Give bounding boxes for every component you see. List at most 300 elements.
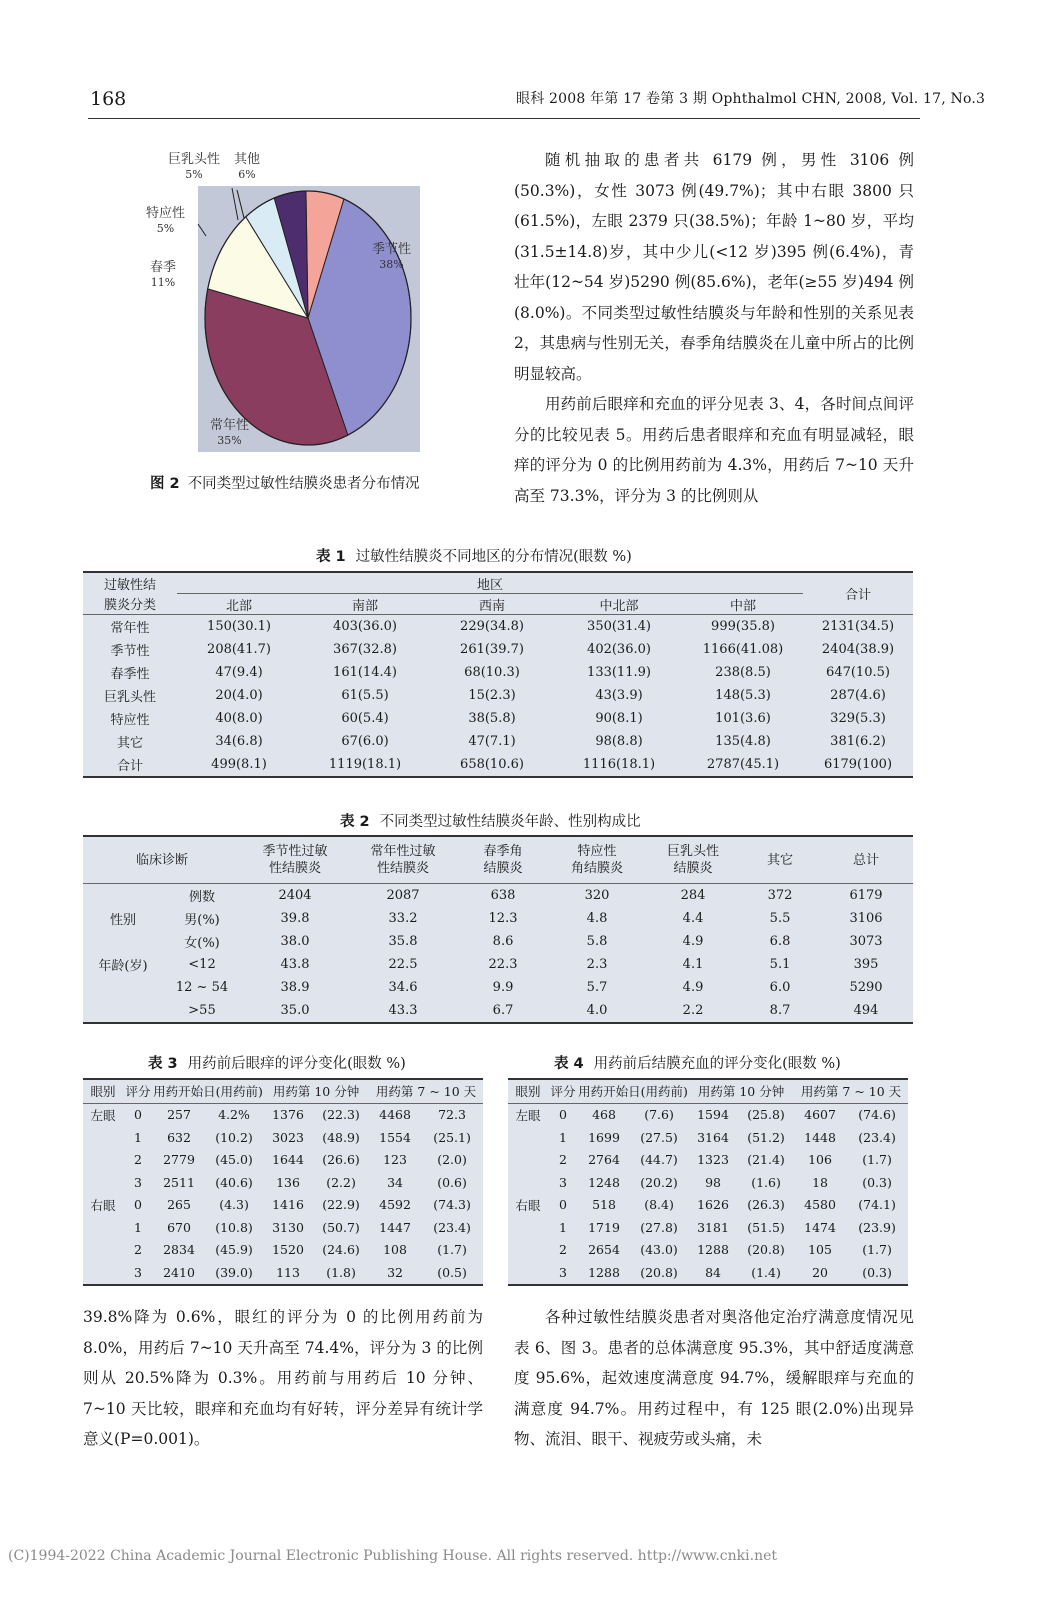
table-cell: 367(32.8)	[333, 642, 397, 657]
table-row	[83, 615, 913, 639]
table-cell: 287(4.6)	[830, 688, 886, 703]
table-cell: 1448	[804, 1129, 836, 1145]
table-1-caption: 表 1 过敏性结膜炎不同地区的分布情况(眼数 %)	[316, 549, 632, 565]
table-cell: (22.9)	[322, 1197, 360, 1213]
table-cell: 90(8.1)	[595, 711, 643, 726]
table-cell: 123	[383, 1152, 407, 1168]
table-row	[83, 953, 913, 976]
table-row	[508, 1194, 908, 1217]
table-cell: 0	[134, 1107, 142, 1123]
table-cell: 98	[705, 1174, 721, 1190]
table-cell: 4580	[804, 1197, 836, 1213]
table-2-head: 总计	[853, 852, 880, 868]
table-cell: 34(6.8)	[215, 734, 263, 749]
row-group	[508, 1216, 548, 1239]
table-cell: 647(10.5)	[826, 665, 890, 680]
table-1-head-first-a: 过敏性结	[103, 577, 156, 593]
table-cell: 0	[134, 1197, 142, 1213]
table-cell: 32	[387, 1264, 403, 1280]
table-cell: 101(3.6)	[715, 711, 771, 726]
table-cell: 2834	[163, 1242, 195, 1258]
table-cell: 1416	[272, 1197, 304, 1213]
table-2-head: 春季角 结膜炎	[483, 844, 523, 876]
figure-2	[140, 148, 480, 478]
table-cell: (8.4)	[644, 1197, 674, 1213]
table-cell: 208(41.7)	[207, 642, 271, 657]
table-3-head: 眼别	[83, 1079, 123, 1103]
table-cell: (26.6)	[322, 1152, 360, 1168]
table-cell: (10.2)	[215, 1129, 253, 1145]
figure-2-caption: 图 2 不同类型过敏性结膜炎患者分布情况	[150, 476, 420, 492]
table-cell: 98(8.8)	[595, 734, 643, 749]
table-cell: (2.0)	[437, 1152, 467, 1168]
table-3-head: 评分	[123, 1079, 153, 1103]
table-cell: 47(9.4)	[215, 665, 263, 680]
table-4-head: 用药开始日(用药前)	[578, 1079, 688, 1103]
table-cell: 1116(18.1)	[582, 757, 656, 772]
row-group	[83, 999, 163, 1023]
table-cell: 35.0	[280, 1003, 310, 1018]
row-group: 右眼	[90, 1197, 116, 1213]
table-1-head-total: 合计	[844, 588, 871, 603]
table-cell: (1.7)	[862, 1152, 892, 1168]
table-cell: 518	[592, 1197, 616, 1213]
row-group	[508, 1149, 548, 1172]
table-cell: (48.9)	[322, 1129, 360, 1145]
table-row	[508, 1103, 908, 1126]
table-cell: (1.4)	[751, 1264, 781, 1280]
table-cell: 20	[812, 1264, 828, 1280]
table-row	[83, 638, 913, 661]
table-1-head-first-b: 膜炎分类	[103, 598, 156, 614]
table-cell: 1119(18.1)	[328, 757, 402, 772]
table-cell: 3073	[849, 934, 883, 949]
table-cell: 35.8	[388, 934, 418, 949]
row-group	[508, 1171, 548, 1194]
table-cell: 403(36.0)	[333, 619, 397, 634]
table-cell: 5.5	[769, 911, 791, 926]
table-2-head: 巨乳头性 结膜炎	[667, 844, 720, 876]
table-cell: 135(4.8)	[715, 734, 771, 749]
table-cell: 372	[767, 888, 793, 903]
table-cell: 0	[559, 1107, 567, 1123]
row-group: 右眼	[515, 1197, 541, 1213]
table-cell: (74.3)	[433, 1197, 471, 1213]
table-cell: 34.6	[388, 980, 418, 995]
table-cell: (23.9)	[858, 1219, 896, 1235]
table-cell: 1474	[804, 1219, 836, 1235]
table-cell: 2779	[163, 1152, 195, 1168]
header-rule	[88, 118, 920, 119]
table-row	[83, 661, 913, 684]
row-group	[83, 930, 163, 953]
row-label: 春季性	[110, 667, 150, 682]
table-cell: 22.5	[388, 957, 418, 972]
row-group: 左眼	[515, 1107, 541, 1123]
table-cell: 136	[276, 1174, 300, 1190]
table-cell: 4607	[804, 1107, 836, 1123]
table-cell: 0	[559, 1197, 567, 1213]
table-cell: 4.1	[682, 957, 704, 972]
table-cell: (1.7)	[437, 1242, 467, 1258]
table-cell: 1554	[379, 1129, 411, 1145]
table-cell: 350(31.4)	[587, 619, 651, 634]
table-cell: (25.8)	[747, 1107, 785, 1123]
table-cell: (25.1)	[433, 1129, 471, 1145]
journal-header: 眼科 2008 年第 17 卷第 3 期 Ophthalmol CHN, 2008, Vol. 17, No.3	[516, 91, 986, 107]
table-2-head: 常年性过敏 性结膜炎	[370, 844, 436, 876]
table-cell: (51.2)	[747, 1129, 785, 1145]
table-cell: 9.9	[492, 980, 514, 995]
table-cell: 61(5.5)	[341, 688, 389, 703]
label-other: 其他 6%	[234, 152, 261, 181]
table-cell: 2087	[386, 888, 420, 903]
table-cell: 4.9	[682, 934, 704, 949]
table-cell: 2787(45.1)	[706, 757, 780, 772]
table-cell: 34	[387, 1174, 403, 1190]
table-cell: 1	[134, 1219, 142, 1235]
table-row	[83, 907, 913, 930]
label-vernal: 春季 11%	[150, 260, 177, 289]
table-cell: 1447	[379, 1219, 411, 1235]
table-cell: 1	[559, 1219, 567, 1235]
table-cell: (0.3)	[862, 1174, 892, 1190]
table-cell: 1	[134, 1129, 142, 1145]
table-2-head-diagnosis: 临床诊断	[136, 852, 189, 868]
table-cell: 5290	[849, 980, 883, 995]
table-cell: 2404	[278, 888, 312, 903]
table-cell: 499(8.1)	[211, 757, 267, 772]
table-3-caption: 表 3 用药前后眼痒的评分变化(眼数 %)	[148, 1056, 406, 1072]
table-cell: 22.3	[488, 957, 518, 972]
row-group	[508, 1261, 548, 1285]
table-4-head: 评分	[548, 1079, 578, 1103]
row-group	[83, 884, 163, 908]
table-cell: 38.0	[280, 934, 310, 949]
table-cell: (4.3)	[219, 1197, 249, 1213]
table-cell: 3	[134, 1174, 142, 1190]
table-cell: 3181	[697, 1219, 729, 1235]
table-cell: 1	[559, 1129, 567, 1145]
row-label: 女(%)	[184, 936, 220, 951]
table-cell: 2.2	[682, 1003, 704, 1018]
table-cell: (7.6)	[644, 1107, 674, 1123]
row-group	[83, 1149, 123, 1172]
table-cell: 265	[167, 1197, 191, 1213]
table-cell: 38.9	[280, 980, 310, 995]
table-cell: 2410	[163, 1264, 195, 1280]
table-cell: (50.7)	[322, 1219, 360, 1235]
table-cell: 1288	[697, 1242, 729, 1258]
table-cell: 4468	[379, 1107, 411, 1123]
table-3-head: 用药第 10 分钟	[263, 1079, 369, 1103]
table-cell: 2404(38.9)	[821, 642, 895, 657]
table-cell: 6.8	[769, 934, 791, 949]
row-label: 男(%)	[184, 913, 220, 928]
table-cell: 284	[680, 888, 706, 903]
table-cell: 47(7.1)	[468, 734, 516, 749]
table-cell: (74.1)	[858, 1197, 896, 1213]
table-cell: (0.3)	[862, 1264, 892, 1280]
table-cell: 329(5.3)	[830, 711, 886, 726]
table-cell: 3	[559, 1264, 567, 1280]
table-cell: 39.8	[280, 911, 310, 926]
row-label: 巨乳头性	[103, 690, 156, 705]
table-cell: 43.8	[280, 957, 310, 972]
table-cell: 238(8.5)	[715, 665, 771, 680]
row-label: >55	[188, 1003, 216, 1018]
table-cell: (23.4)	[433, 1219, 471, 1235]
table-cell: 68(10.3)	[464, 665, 520, 680]
table-cell: 5.8	[586, 934, 608, 949]
table-row	[83, 930, 913, 953]
table-2-caption: 表 2 不同类型过敏性结膜炎年龄、性别构成比	[340, 814, 641, 830]
table-cell: (24.6)	[322, 1242, 360, 1258]
table-cell: (51.5)	[747, 1219, 785, 1235]
table-cell: 381(6.2)	[830, 734, 886, 749]
table-2-head: 特应性 角结膜炎	[571, 844, 624, 876]
row-group	[83, 1126, 123, 1149]
table-cell: (27.8)	[640, 1219, 678, 1235]
row-group	[83, 976, 163, 999]
table-cell: (1.6)	[751, 1174, 781, 1190]
table-cell: (27.5)	[640, 1129, 678, 1145]
table-cell: 4.0	[586, 1003, 608, 1018]
table-cell: 638	[490, 888, 516, 903]
table-cell: 133(11.9)	[587, 665, 651, 680]
table-cell: 468	[592, 1107, 616, 1123]
table-cell: 6179	[849, 888, 883, 903]
table-cell: (1.8)	[326, 1264, 356, 1280]
table-cell: 15(2.3)	[468, 688, 516, 703]
row-label: 合计	[116, 759, 143, 774]
table-cell: 3130	[272, 1219, 304, 1235]
table-cell: 40(8.0)	[215, 711, 263, 726]
table-4-head: 用药第 7 ~ 10 天	[794, 1079, 908, 1103]
table-1-head-region-name: 南部	[351, 598, 378, 614]
body-text-right-top: 随机抽取的患者共 6179 例，男性 3106 例(50.3%)，女性 3073 例(49.7%)；其中右眼 3800 只(61.5%)，左眼 2379 只(38.5%)；年龄 1~80 岁，平均(31.5±14.8)岁，其中少儿(<12 岁)395 例(6.4%)，青壮年(12~54 岁)5290 例(85.6%)，老年(≥55 岁)494 例(8.0%)。不同类型过敏性结膜炎与年龄和性别的关系见表 2，其患病与性别无关，春季角结膜炎在儿童中所占的比例明显较高。 用药前后眼痒和充血的评分见表 3、4，各时间点间评分的比较见表 5。用药后患者眼痒和充血有明显减轻，眼痒的评分为 0 的比例用药前为 4.3%，用药后 7~10 天升高至 73.3%，评分为 3 的比例则从	[514, 151, 914, 505]
table-cell: (20.8)	[640, 1264, 678, 1280]
table-row	[83, 707, 913, 730]
table-cell: 3164	[697, 1129, 729, 1145]
table-cell: 2511	[163, 1174, 195, 1190]
table-cell: 3	[134, 1264, 142, 1280]
table-cell: (39.0)	[215, 1264, 253, 1280]
row-group	[508, 1126, 548, 1149]
table-cell: 113	[276, 1264, 300, 1280]
table-cell: 18	[812, 1174, 828, 1190]
table-row	[83, 1261, 483, 1285]
table-cell: (0.5)	[437, 1264, 467, 1280]
table-cell: 6.0	[769, 980, 791, 995]
table-4-caption: 表 4 用药前后结膜充血的评分变化(眼数 %)	[554, 1056, 841, 1072]
table-cell: 20(4.0)	[215, 688, 263, 703]
label-atopic: 特应性 5%	[146, 206, 186, 235]
table-cell: 3023	[272, 1129, 304, 1145]
table-cell: 12.3	[488, 911, 518, 926]
table-cell: 4.2%	[218, 1107, 250, 1123]
row-group: 性别	[109, 913, 136, 928]
table-4	[508, 1078, 908, 1286]
table-cell: 1376	[272, 1107, 304, 1123]
table-row	[83, 1171, 483, 1194]
table-cell: 670	[167, 1219, 191, 1235]
table-cell: 1323	[697, 1152, 729, 1168]
table-row	[83, 1216, 483, 1239]
table-4-head: 眼别	[508, 1079, 548, 1103]
row-label: <12	[188, 957, 216, 972]
table-cell: 2	[559, 1152, 567, 1168]
table-cell: 33.2	[388, 911, 418, 926]
copyright-footer: (C)1994-2022 China Academic Journal Electronic Publishing House. All rights reserved. http://www.cnki.net	[8, 1548, 778, 1564]
table-cell: (0.6)	[437, 1174, 467, 1190]
table-cell: 72.3	[438, 1107, 466, 1123]
table-cell: 6179(100)	[823, 757, 893, 772]
table-cell: 60(5.4)	[341, 711, 389, 726]
table-cell: (74.6)	[858, 1107, 896, 1123]
table-row	[83, 1194, 483, 1217]
table-row	[83, 730, 913, 753]
table-row	[83, 1239, 483, 1262]
row-group	[83, 1171, 123, 1194]
table-4-head: 用药第 10 分钟	[688, 1079, 794, 1103]
table-cell: 2	[134, 1152, 142, 1168]
table-cell: (43.0)	[640, 1242, 678, 1258]
table-cell: 1644	[272, 1152, 304, 1168]
table-cell: (20.2)	[640, 1174, 678, 1190]
table-cell: 2764	[588, 1152, 620, 1168]
table-2	[83, 835, 913, 1024]
table-cell: 4.4	[682, 911, 704, 926]
body-text-left-bottom: 39.8%降为 0.6%，眼红的评分为 0 的比例用药前为 8.0%，用药后 7~10 天升高至 74.4%，评分为 3 的比例则从 20.5%降为 0.3%。用药前与用药后 10 分钟、7~10 天比较，眼痒和充血均有好转，评分差异有统计学意义(P=0.001)。	[83, 1308, 483, 1448]
row-label: 特应性	[110, 713, 150, 728]
row-group: 年龄(岁)	[98, 959, 148, 974]
table-row	[83, 884, 913, 908]
table-cell: 106	[808, 1152, 832, 1168]
table-cell: 67(6.0)	[341, 734, 389, 749]
label-perennial: 常年性 35%	[210, 418, 250, 447]
row-group	[508, 1239, 548, 1262]
table-2-head: 其它	[767, 852, 794, 868]
table-cell: 1699	[588, 1129, 620, 1145]
label-seasonal: 季节性 38%	[372, 242, 412, 271]
row-label: 季节性	[110, 644, 150, 659]
table-cell: 1626	[697, 1197, 729, 1213]
table-cell: (20.8)	[747, 1242, 785, 1258]
row-label: 例数	[189, 890, 216, 905]
table-cell: 2.3	[586, 957, 608, 972]
table-row	[83, 753, 913, 777]
table-3-head: 用药第 7 ~ 10 天	[369, 1079, 483, 1103]
table-cell: 494	[853, 1003, 879, 1018]
table-cell: 5.1	[769, 957, 791, 972]
table-cell: 6.7	[492, 1003, 514, 1018]
table-1-head-region-name: 西南	[478, 598, 505, 614]
row-group	[83, 1216, 123, 1239]
table-cell: 148(5.3)	[715, 688, 771, 703]
table-cell: 395	[853, 957, 879, 972]
table-row	[508, 1149, 908, 1172]
table-cell: 108	[383, 1242, 407, 1258]
row-label: 12 ~ 54	[175, 980, 229, 995]
table-row	[508, 1126, 908, 1149]
table-cell: (22.3)	[322, 1107, 360, 1123]
table-row	[508, 1171, 908, 1194]
table-cell: 84	[705, 1264, 721, 1280]
table-cell: (21.4)	[747, 1152, 785, 1168]
table-cell: 402(36.0)	[587, 642, 651, 657]
table-cell: 1594	[697, 1107, 729, 1123]
table-1-head-region-name: 中部	[729, 598, 756, 614]
page-number: 168	[90, 88, 127, 110]
table-1-head-region: 地区	[177, 572, 803, 594]
table-cell: 3	[559, 1174, 567, 1190]
table-cell: 38(5.8)	[468, 711, 516, 726]
row-group: 左眼	[90, 1107, 116, 1123]
table-cell: (45.0)	[215, 1152, 253, 1168]
table-cell: (10.8)	[215, 1219, 253, 1235]
row-label: 其它	[116, 736, 143, 751]
table-cell: (45.9)	[215, 1242, 253, 1258]
pie-chart	[140, 148, 480, 478]
table-cell: 2	[134, 1242, 142, 1258]
table-cell: 1719	[588, 1219, 620, 1235]
table-3	[83, 1078, 483, 1286]
table-cell: (26.3)	[747, 1197, 785, 1213]
table-1-head-region-name: 中北部	[599, 598, 639, 614]
row-label: 常年性	[110, 621, 150, 636]
table-cell: 320	[584, 888, 610, 903]
table-cell: 1248	[588, 1174, 620, 1190]
table-cell: 632	[167, 1129, 191, 1145]
table-cell: 8.6	[492, 934, 514, 949]
table-cell: 261(39.7)	[460, 642, 524, 657]
table-cell: 2	[559, 1242, 567, 1258]
table-row	[83, 684, 913, 707]
table-cell: 658(10.6)	[460, 757, 524, 772]
table-cell: 2654	[588, 1242, 620, 1258]
table-cell: 257	[167, 1107, 191, 1123]
table-row	[508, 1239, 908, 1262]
table-1	[83, 571, 913, 778]
row-group	[83, 1239, 123, 1262]
row-group	[83, 1261, 123, 1285]
table-row	[83, 1103, 483, 1126]
table-cell: 229(34.8)	[460, 619, 524, 634]
table-row	[83, 1149, 483, 1172]
table-3-head: 用药开始日(用药前)	[153, 1079, 263, 1103]
table-cell: 43.3	[388, 1003, 418, 1018]
table-cell: 150(30.1)	[207, 619, 271, 634]
table-cell: 2131(34.5)	[821, 619, 895, 634]
table-cell: 3106	[849, 911, 883, 926]
table-cell: 5.7	[586, 980, 608, 995]
table-cell: 1288	[588, 1264, 620, 1280]
table-cell: 999(35.8)	[711, 619, 775, 634]
table-row	[508, 1261, 908, 1285]
table-row	[83, 976, 913, 999]
label-gpc: 巨乳头性 5%	[168, 152, 221, 181]
table-cell: 1520	[272, 1242, 304, 1258]
table-cell: (44.7)	[640, 1152, 678, 1168]
table-cell: (23.4)	[858, 1129, 896, 1145]
table-cell: (1.7)	[862, 1242, 892, 1258]
table-cell: 161(14.4)	[333, 665, 397, 680]
table-cell: 4.8	[586, 911, 608, 926]
table-cell: 4592	[379, 1197, 411, 1213]
table-cell: 1166(41.08)	[702, 642, 784, 657]
table-1-head-region-name: 北部	[225, 598, 252, 614]
